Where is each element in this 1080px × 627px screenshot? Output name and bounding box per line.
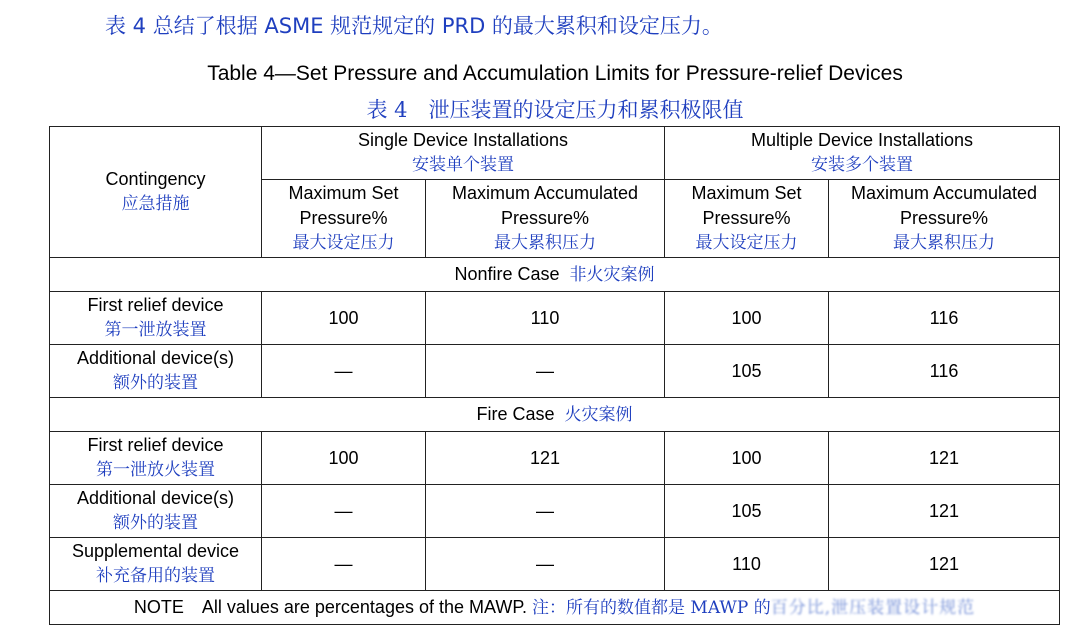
row-label: [50, 345, 262, 398]
note-zh: 注：所有的数值都是 MAWP 的: [532, 597, 771, 618]
cell-value: 100: [262, 292, 426, 345]
row-label-en: First relief device: [87, 295, 224, 315]
cell-value: —: [262, 345, 426, 398]
cell-value: 121: [829, 432, 1060, 485]
header-row-groups: [50, 127, 1060, 180]
section-title-zh: 非火灾案例: [569, 264, 655, 285]
header-line: Maximum Set: [691, 183, 802, 203]
header-line: Pressure%: [899, 208, 989, 228]
table-note: [50, 591, 1060, 625]
multiple-device-header-en: Multiple Device Installations: [750, 130, 974, 150]
row-label: [50, 432, 262, 485]
cell-value: —: [426, 485, 665, 538]
row-label-en: Additional device(s): [76, 348, 235, 368]
section-title-en: Fire Case: [476, 403, 555, 424]
row-label-zh: 补充备用的装置: [96, 566, 215, 586]
note-blurred: 百分比,泄压装置设计规范: [770, 597, 976, 618]
multiple-device-header: [665, 127, 1060, 180]
table-row: [50, 538, 1060, 591]
section-title: [50, 398, 1060, 432]
single-max-acc-header: [426, 180, 665, 258]
cell-value: 116: [829, 345, 1060, 398]
header-line: Pressure%: [500, 208, 590, 228]
header-line: Pressure%: [702, 208, 791, 228]
table-title-en: Table 4—Set Pressure and Accumulation Limits for Pressure-relief Devices: [207, 62, 903, 85]
cell-value: 100: [262, 432, 426, 485]
table-row: [50, 345, 1060, 398]
multi-max-set-header: [665, 180, 829, 258]
note-en: NOTE All values are percentages of the MAWP.: [133, 596, 528, 617]
cell-value: 110: [426, 292, 665, 345]
section-title-en: Nonfire Case: [454, 263, 560, 284]
contingency-header-zh: 应急措施: [121, 194, 190, 214]
header-line: Maximum Accumulated: [850, 183, 1038, 203]
cell-value: —: [426, 345, 665, 398]
section-title-zh: 火灾案例: [564, 404, 633, 425]
row-label: [50, 538, 262, 591]
cell-value: 116: [829, 292, 1060, 345]
header-line-zh: 最大设定压力: [292, 233, 395, 253]
cell-value: —: [262, 538, 426, 591]
contingency-header-en: Contingency: [105, 169, 206, 189]
multiple-device-header-zh: 安装多个装置: [811, 155, 913, 175]
section-row-nonfire: [50, 258, 1060, 292]
note-row: [50, 591, 1060, 625]
pressure-limits-table: [49, 126, 1060, 625]
cell-value: 110: [665, 538, 829, 591]
single-device-header: [262, 127, 665, 180]
row-label-en: First relief device: [87, 435, 224, 455]
single-max-set-header: [262, 180, 426, 258]
header-line-zh: 最大累积压力: [893, 233, 995, 253]
header-line-zh: 最大累积压力: [494, 233, 596, 253]
section-title: [50, 258, 1060, 292]
table-row: [50, 292, 1060, 345]
cell-value: 100: [665, 432, 829, 485]
multi-max-acc-header: [829, 180, 1060, 258]
row-label-en: Additional device(s): [76, 488, 235, 508]
table-row: [50, 485, 1060, 538]
cell-value: 100: [665, 292, 829, 345]
row-label-zh: 第一泄放火装置: [96, 460, 215, 480]
cell-value: 121: [829, 485, 1060, 538]
single-device-header-en: Single Device Installations: [357, 130, 569, 150]
single-device-header-zh: 安装单个装置: [412, 155, 514, 175]
row-label-zh: 额外的装置: [113, 373, 198, 393]
row-label-en: Supplemental device: [71, 541, 240, 561]
header-line: Pressure%: [299, 208, 388, 228]
cell-value: 105: [665, 345, 829, 398]
row-label-zh: 第一泄放装置: [104, 320, 207, 340]
row-label: [50, 292, 262, 345]
cell-value: —: [426, 538, 665, 591]
section-row-fire: [50, 398, 1060, 432]
row-label-zh: 额外的装置: [113, 513, 198, 533]
cell-value: 105: [665, 485, 829, 538]
header-line: Maximum Accumulated: [451, 183, 639, 203]
header-line-zh: 最大设定压力: [695, 233, 798, 253]
contingency-header: [50, 127, 262, 258]
intro-text: 表 4 总结了根据 ASME 规范规定的 PRD 的最大累积和设定压力。: [105, 14, 723, 38]
table-title-zh: 表 4 泄压装置的设定压力和累积极限值: [366, 98, 744, 122]
row-label: [50, 485, 262, 538]
cell-value: 121: [829, 538, 1060, 591]
table-row: [50, 432, 1060, 485]
header-line: Maximum Set: [288, 183, 399, 203]
cell-value: 121: [426, 432, 665, 485]
cell-value: —: [262, 485, 426, 538]
